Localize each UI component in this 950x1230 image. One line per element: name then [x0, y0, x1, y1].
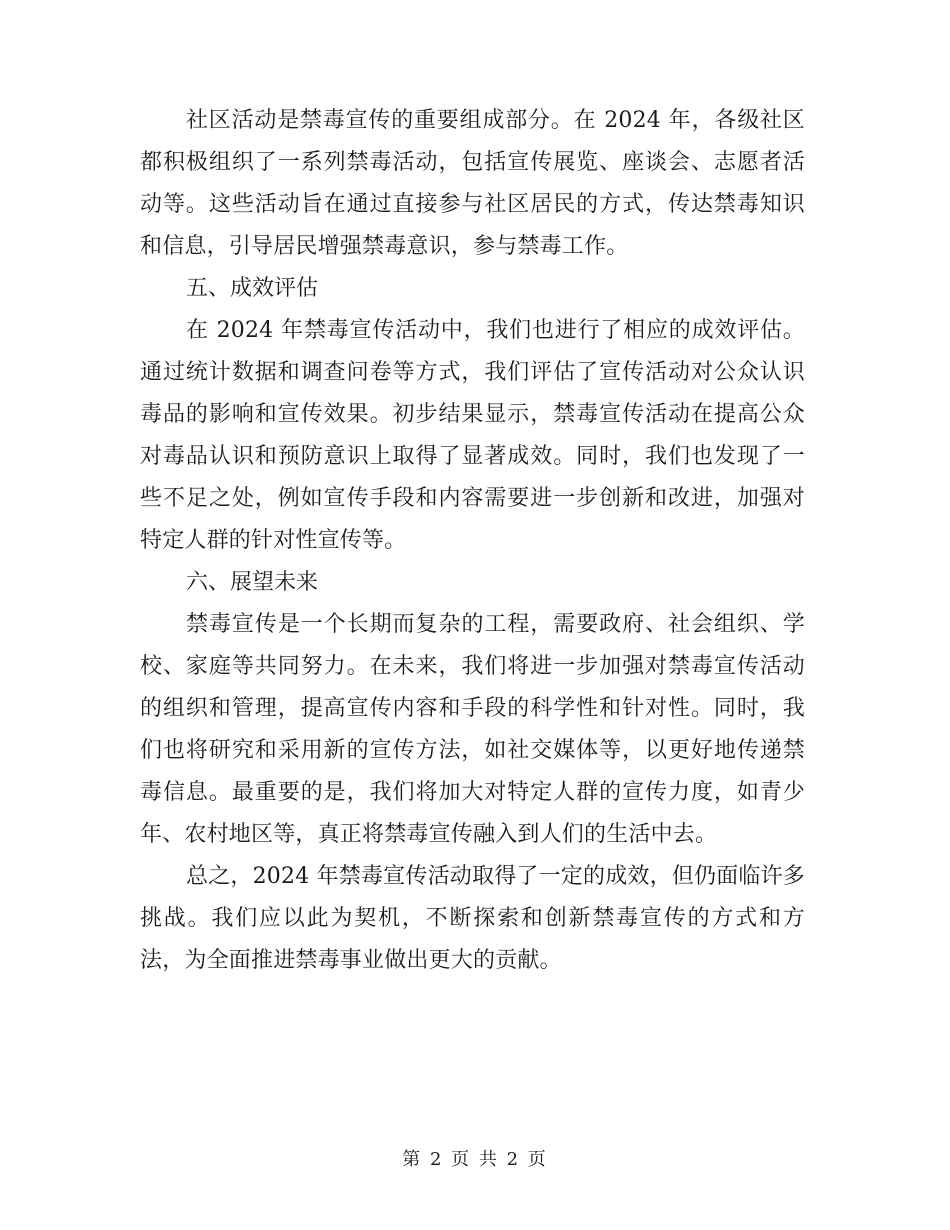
- page-number-footer: 第 2 页 共 2 页: [402, 1149, 548, 1170]
- paragraph-community-activities: 社区活动是禁毒宣传的重要组成部分。在 2024 年，各级社区都积极组织了一系列禁毒活动，包括宣传展览、座谈会、志愿者活动等。这些活动旨在通过直接参与社区居民的方式，传达禁毒知识和信息，引导居民增强禁毒意识，参与禁毒工作。: [140, 108, 805, 259]
- paragraph-effect-evaluation: 在 2024 年禁毒宣传活动中，我们也进行了相应的成效评估。通过统计数据和调查问卷等方式，我们评估了宣传活动对公众认识毒品的影响和宣传效果。初步结果显示，禁毒宣传活动在提高公众对毒品认识和预防意识上取得了显著成效。同时，我们也发现了一些不足之处，例如宣传手段和内容需要进一步创新和改进，加强对特定人群的针对性宣传等。: [140, 318, 805, 553]
- paragraph-outlook: 禁毒宣传是一个长期而复杂的工程，需要政府、社会组织、学校、家庭等共同努力。在未来，我们将进一步加强对禁毒宣传活动的组织和管理，提高宣传内容和手段的科学性和针对性。同时，我们也将研究和采用新的宣传方法，如社交媒体等，以更好地传递禁毒信息。最重要的是，我们将加大对特定人群的宣传力度，如青少年、农村地区等，真正将禁毒宣传融入到人们的生活中去。: [140, 612, 805, 847]
- section-heading-outlook: 六、展望未来: [186, 570, 319, 595]
- paragraph-conclusion: 总之，2024 年禁毒宣传活动取得了一定的成效，但仍面临许多挑战。我们应以此为契机，不断探索和创新禁毒宣传的方式和方法，为全面推进禁毒事业做出更大的贡献。: [140, 864, 805, 973]
- section-heading-effect-evaluation: 五、成效评估: [186, 276, 319, 301]
- document-body: [140, 100, 805, 982]
